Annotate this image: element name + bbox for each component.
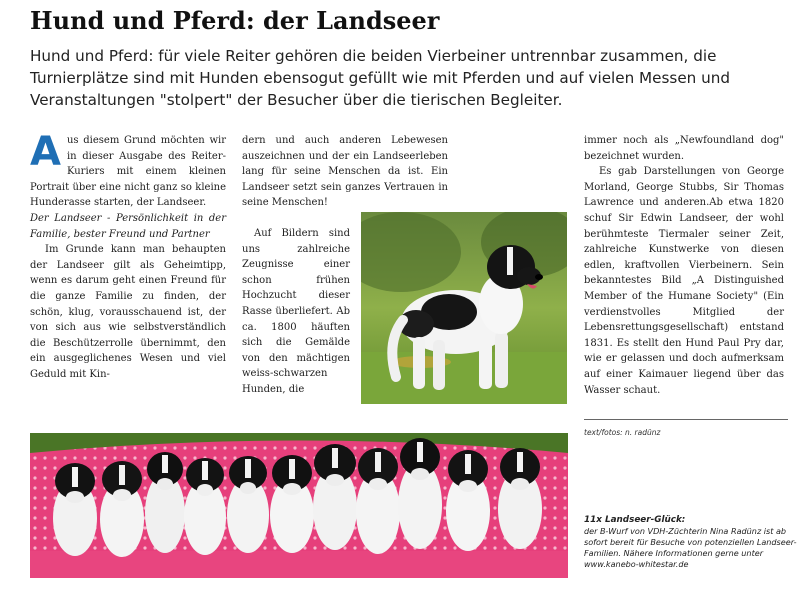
article-lead: Hund und Pferd: für viele Reiter gehören die beiden Vierbeiner untrennbar zusammen, die Turnierplätze sind mit Hunden ebensogut gefüllt wie mit Pferden und auf vielen Messen und Veranstaltungen "stolpert" der Besucher über die tierischen Begleiter. [30, 47, 731, 109]
drop-cap: A [30, 129, 61, 175]
article-title: Hund und Pferd: der Landseer [30, 6, 440, 35]
landseer-dog-photo [361, 212, 567, 404]
photo-credit: text/fotos: n. radünz [584, 428, 661, 437]
subheading: Der Landseer - Persönlichkeit in der Familie, bester Freund und Partner [30, 212, 226, 240]
column-2-lower: Auf Bildern sind uns zahlreiche Zeugnisse einer schon frühen Hochzucht dieser Rasse überliefert. Ab ca. 1800 häuften sich die Gemälde von den mächtigen weiss-schwarzen Hunden, die [242, 228, 350, 395]
caption-title: 11x Landseer-Glück: [584, 515, 686, 525]
caption-text: der B-Wurf von VDH-Züchterin Nina Radünz ist ab sofort bereit für Besuche von potenziellen Landseer-Familien. Nähere Informationen gerne unter www.kanebo-whitestar.de [584, 526, 797, 569]
column-3-p2: Es gab Darstellungen von George Morland, George Stubbs, Sir Thomas Lawrence und anderen.Ab etwa 1820 schuf Sir Edwin Landseer, der wohl berühmteste Tiermaler seiner Zeit, zahlreiche Kunstwerke von diesen edlen, kraftvollen Vierbeinern. Sein bekanntestes Bild „A Distinguished Member of the Humane Society" (Ein verdienstvolles Mitglied der Lebensrettungsgesellschaft) entstand 1831. Es stellt den Hund Paul Pry dar, wie er gelassen und doch aufmerksam auf einer Kaimauer liegend über das Wasser schaut. [584, 166, 784, 396]
intro-text: us diesem Grund möchten wir in dieser Ausgabe des Reiter-Kuriers mit einem kleinen Portrait über eine nicht ganz so kleine Hunderasse starten, der Landseer. [30, 135, 226, 209]
text-column-1 [30, 129, 226, 383]
column-2-top: dern und auch anderen Lebewesen auszeichnen und der ein Landseerleben lang für seine Menschen da ist. Ein Landseer setzt sein ganzes Vertrauen in seine Menschen! [242, 135, 448, 209]
text-column-3 [584, 133, 784, 398]
column-3-p1: immer noch als „Newfoundland dog" bezeichnet wurden. [584, 135, 784, 162]
intro-paragraph [30, 129, 226, 211]
caption-divider [584, 419, 788, 420]
body-paragraph: Im Grunde kann man behaupten der Landseer gilt als Geheimtipp, wenn es darum geht einen Freund für die ganze Familie zu finden, der schön, klug, vorausschauend ist, der von sich aus wie selbstverständlich die Beschützerrolle übernimmt, den ein ausgeglichenes Wesen und viel Geduld mit Kin- [30, 244, 226, 380]
photo-caption [584, 515, 799, 570]
text-column-2 [242, 133, 448, 395]
landseer-puppies-photo [30, 433, 568, 578]
